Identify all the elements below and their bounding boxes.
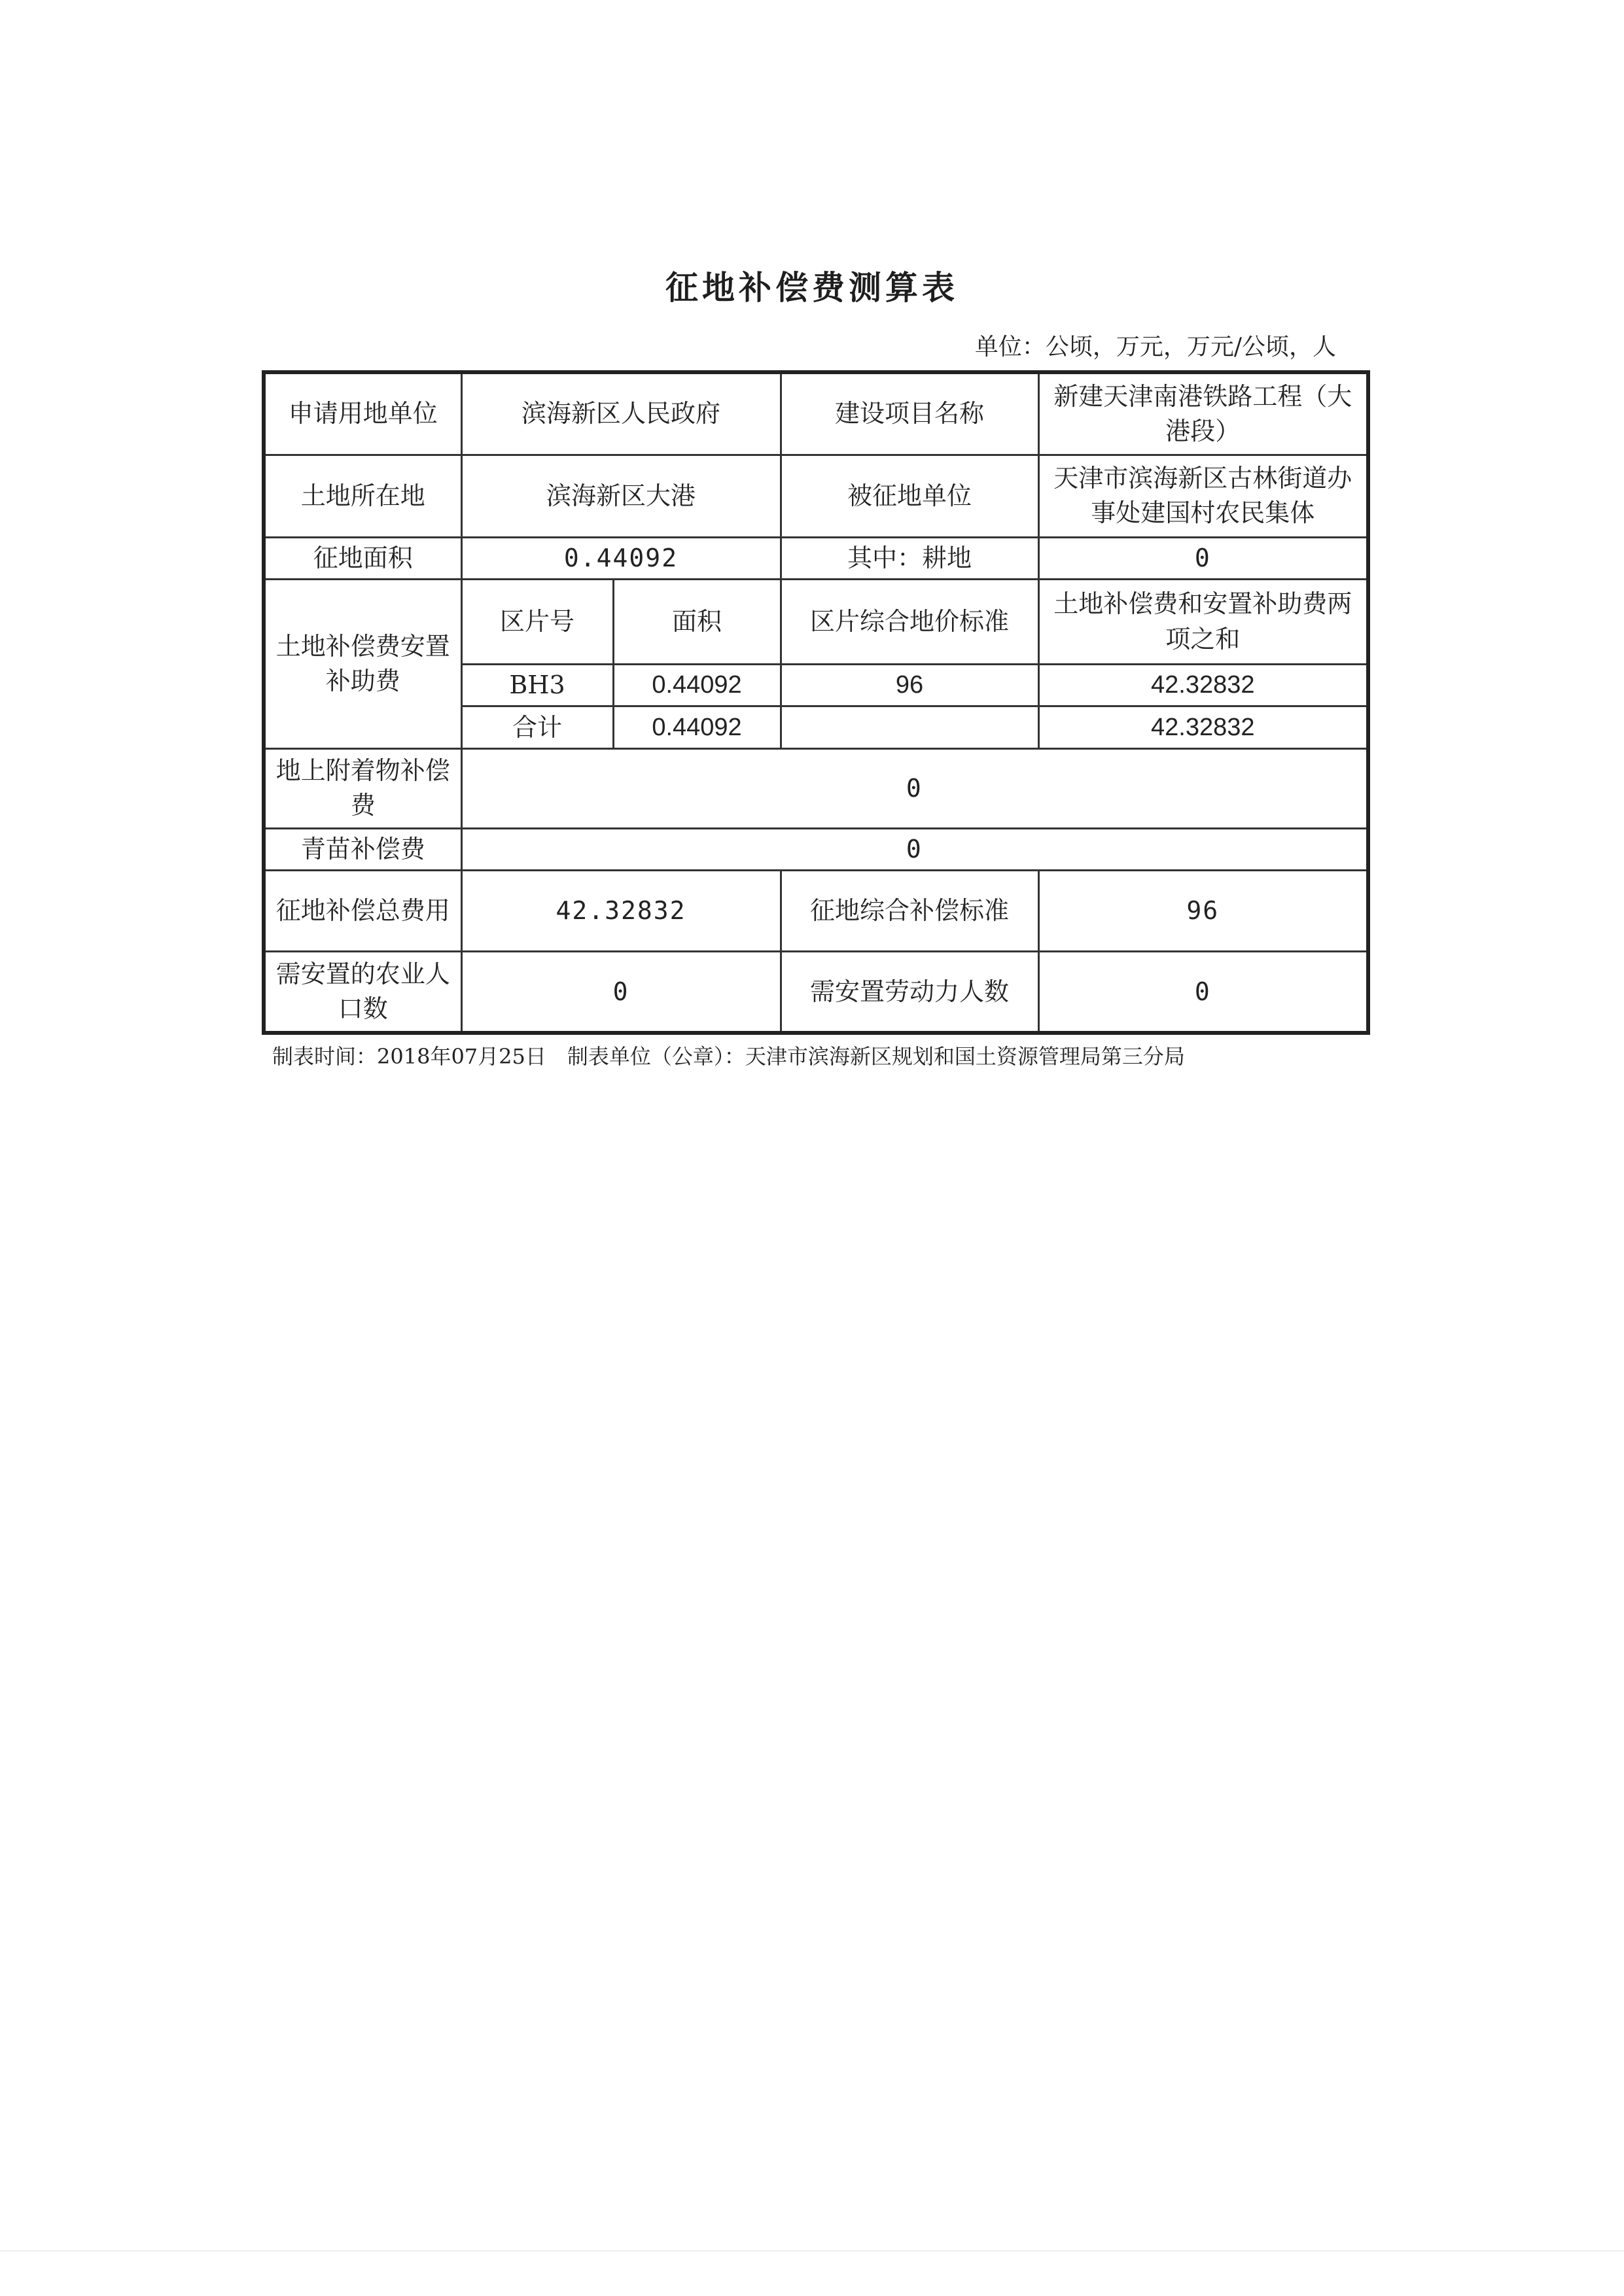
table-row: [264, 455, 1368, 537]
location-value: 滨海新区大港: [461, 455, 781, 537]
table-row: [264, 537, 1368, 579]
table-row: [264, 871, 1368, 952]
table-row: [264, 952, 1368, 1033]
unit-note: 单位：公顷，万元，万元/公顷，人: [974, 334, 1336, 360]
applicant-label: 申请用地单位: [264, 372, 461, 455]
applicant-value: 滨海新区人民政府: [461, 372, 781, 455]
table-row: [264, 372, 1368, 455]
expropriated-unit-value: 天津市滨海新区古林街道办事处建国村农民集体: [1038, 455, 1368, 537]
zone-cell: BH3: [461, 665, 613, 706]
footer-note: 制表时间：2018年07月25日 制表单位（公章）：天津市滨海新区规划和国土资源管理局第三分局: [272, 1044, 1185, 1069]
project-label: 建设项目名称: [781, 372, 1038, 455]
farmland-label: 其中：耕地: [781, 537, 1038, 579]
page-edge-divider: [0, 2250, 1624, 2252]
labor-label: 需安置劳动力人数: [781, 952, 1038, 1033]
total-cost-value: 42.32832: [461, 871, 781, 952]
area-header: 面积: [613, 580, 781, 665]
labor-value: 0: [1038, 952, 1368, 1033]
area-value: 0.44092: [461, 537, 781, 579]
zone-cell: 合计: [461, 706, 613, 748]
standard-header: 区片综合地价标准: [781, 580, 1038, 665]
farmland-value: 0: [1038, 537, 1368, 579]
comprehensive-standard-value: 96: [1038, 871, 1368, 952]
total-cost-label: 征地补偿总费用: [264, 871, 461, 952]
table-row: [264, 828, 1368, 870]
table-row: [264, 580, 1368, 665]
standard-cell: 96: [781, 665, 1038, 706]
sum-header: 土地补偿费和安置补助费两项之和: [1038, 580, 1368, 665]
zone-header: 区片号: [461, 580, 613, 665]
population-label: 需安置的农业人口数: [264, 952, 461, 1033]
crop-value: 0: [461, 828, 1368, 870]
area-label: 征地面积: [264, 537, 461, 579]
area-cell: 0.44092: [613, 665, 781, 706]
page-title: 征地补偿费测算表: [665, 269, 959, 307]
area-cell: 0.44092: [613, 706, 781, 748]
population-value: 0: [461, 952, 781, 1033]
standard-cell: [781, 706, 1038, 748]
compensation-label: 土地补偿费安置补助费: [264, 580, 461, 749]
comprehensive-standard-label: 征地综合补偿标准: [781, 871, 1038, 952]
sum-cell: 42.32832: [1038, 665, 1368, 706]
attachment-value: 0: [461, 748, 1368, 828]
expropriated-unit-label: 被征地单位: [781, 455, 1038, 537]
sum-cell: 42.32832: [1038, 706, 1368, 748]
crop-label: 青苗补偿费: [264, 828, 461, 870]
compensation-table: [262, 370, 1370, 1035]
attachment-label: 地上附着物补偿费: [264, 748, 461, 828]
table-row: [264, 748, 1368, 828]
location-label: 土地所在地: [264, 455, 461, 537]
project-value: 新建天津南港铁路工程（大港段）: [1038, 372, 1368, 455]
